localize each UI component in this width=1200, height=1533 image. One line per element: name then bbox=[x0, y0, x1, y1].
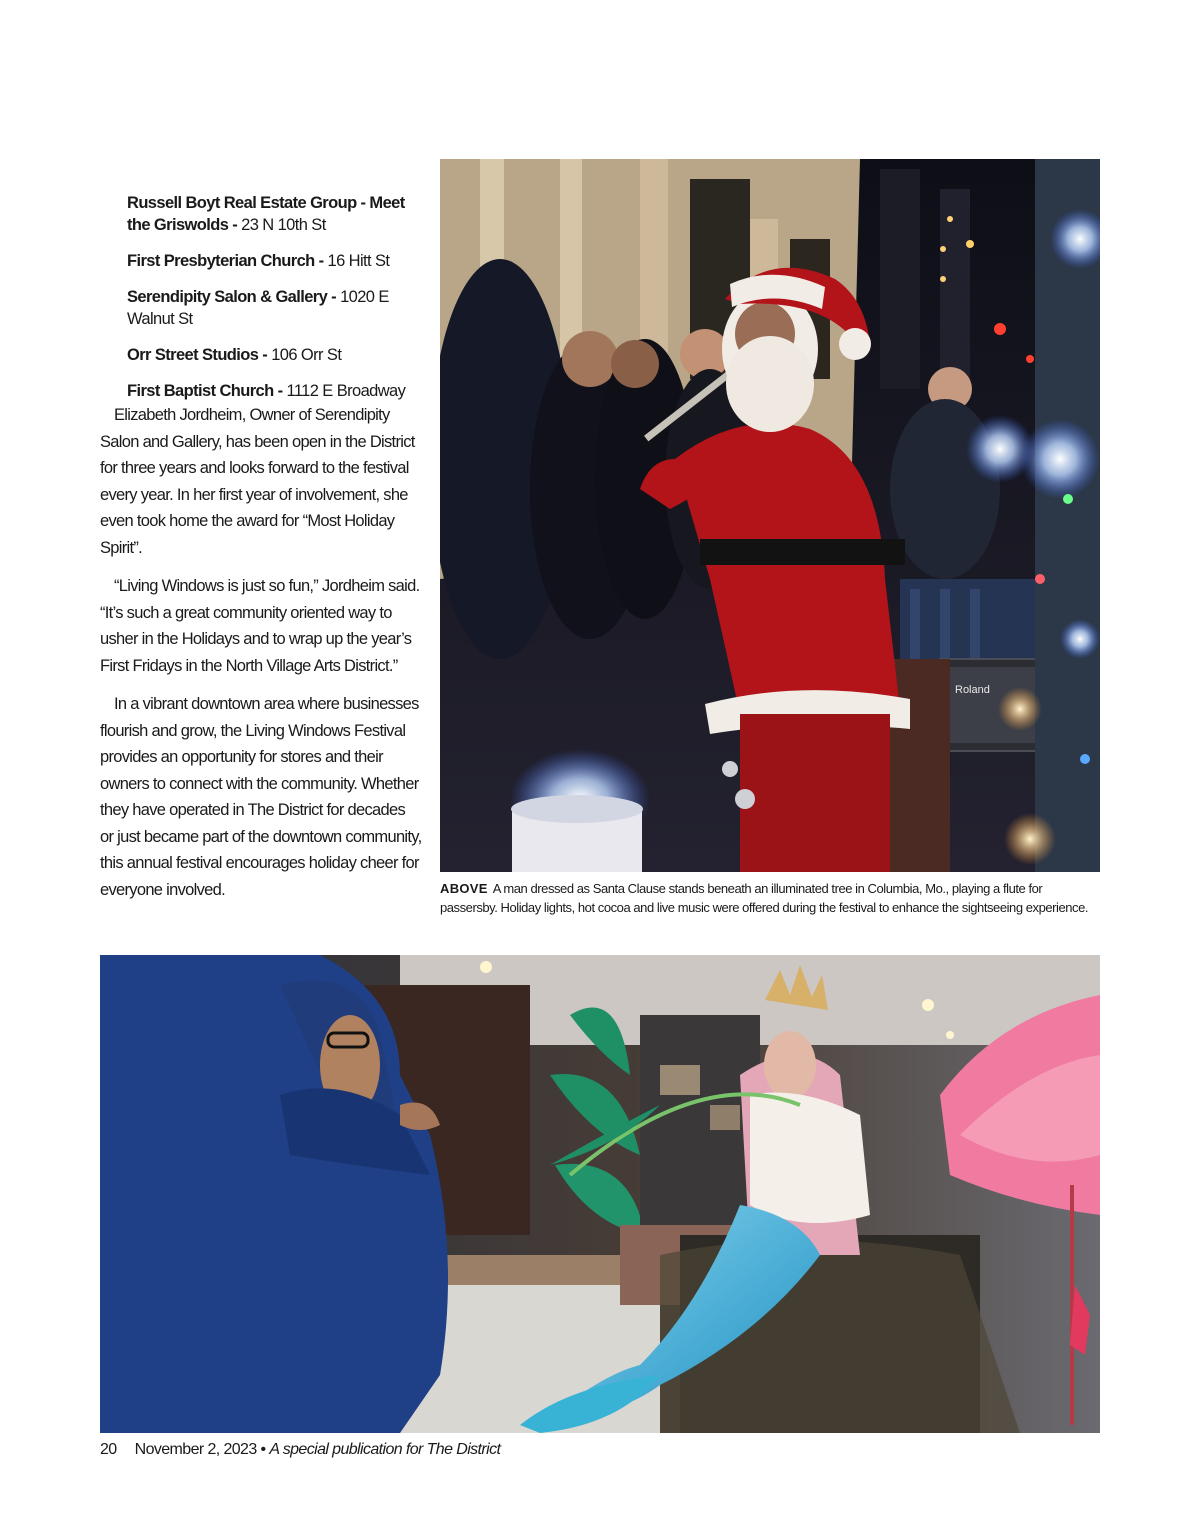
article-paragraph: Elizabeth Jordheim, Owner of Serendipity Salon and Gallery, has been open in the District for three years and looks forward to the festival every year. In her first year of involvement, she even took home the award for “Most Holiday Spirit”. bbox=[100, 406, 415, 557]
amp-brand-label: Roland bbox=[955, 684, 990, 696]
location-address: 1020 E Walnut St bbox=[127, 288, 389, 328]
location-address: 1112 E Broadway bbox=[286, 382, 406, 400]
location-entry bbox=[127, 380, 427, 402]
location-entry bbox=[127, 286, 427, 330]
footer-date: November 2, 2023 bbox=[134, 1441, 257, 1458]
location-name: Russell Boyt Real Estate Group - Meet the Griswolds - bbox=[127, 194, 405, 234]
page-footer bbox=[100, 1441, 500, 1459]
santa-flute-photo bbox=[440, 159, 1100, 872]
location-entry bbox=[127, 250, 427, 272]
footer-separator: • bbox=[260, 1441, 266, 1458]
caption-lead: ABOVE bbox=[440, 881, 488, 896]
location-address: 106 Orr St bbox=[271, 346, 342, 364]
location-name: First Baptist Church - bbox=[127, 382, 283, 400]
publication-name: A special publication for The District bbox=[269, 1441, 501, 1458]
location-entry bbox=[127, 344, 427, 366]
location-entry bbox=[127, 192, 427, 236]
location-address: 16 Hitt St bbox=[327, 252, 390, 270]
location-address: 23 N 10th St bbox=[241, 216, 326, 234]
mermaid-window-photo bbox=[100, 955, 1100, 1433]
article-paragraph: In a vibrant downtown area where businesses flourish and grow, the Living Windows Festival provides an opportunity for stores and their owners to connect with the community. Whether they have operated in The District for decades or just became part of the downtown community, this annual festival encourages holiday cheer for everyone involved. bbox=[100, 695, 422, 899]
location-name: Orr Street Studios - bbox=[127, 346, 268, 364]
photo-caption bbox=[440, 879, 1102, 917]
article-paragraph: “Living Windows is just so fun,” Jordheim said. “It’s such a great community oriented way to usher in the Holidays and to wrap up the year’s First Fridays in the North Village Arts District.” bbox=[100, 577, 420, 675]
caption-text: A man dressed as Santa Clause stands beneath an illuminated tree in Columbia, Mo., playing a flute for passersby. Holiday lights, hot cocoa and live music were offered during the festival to enhance the sightseeing experience. bbox=[440, 881, 1089, 915]
location-name: First Presbyterian Church - bbox=[127, 252, 324, 270]
article-body bbox=[100, 402, 422, 915]
location-list bbox=[127, 192, 427, 416]
page-number: 20 bbox=[100, 1441, 117, 1458]
location-name: Serendipity Salon & Gallery - bbox=[127, 288, 337, 306]
